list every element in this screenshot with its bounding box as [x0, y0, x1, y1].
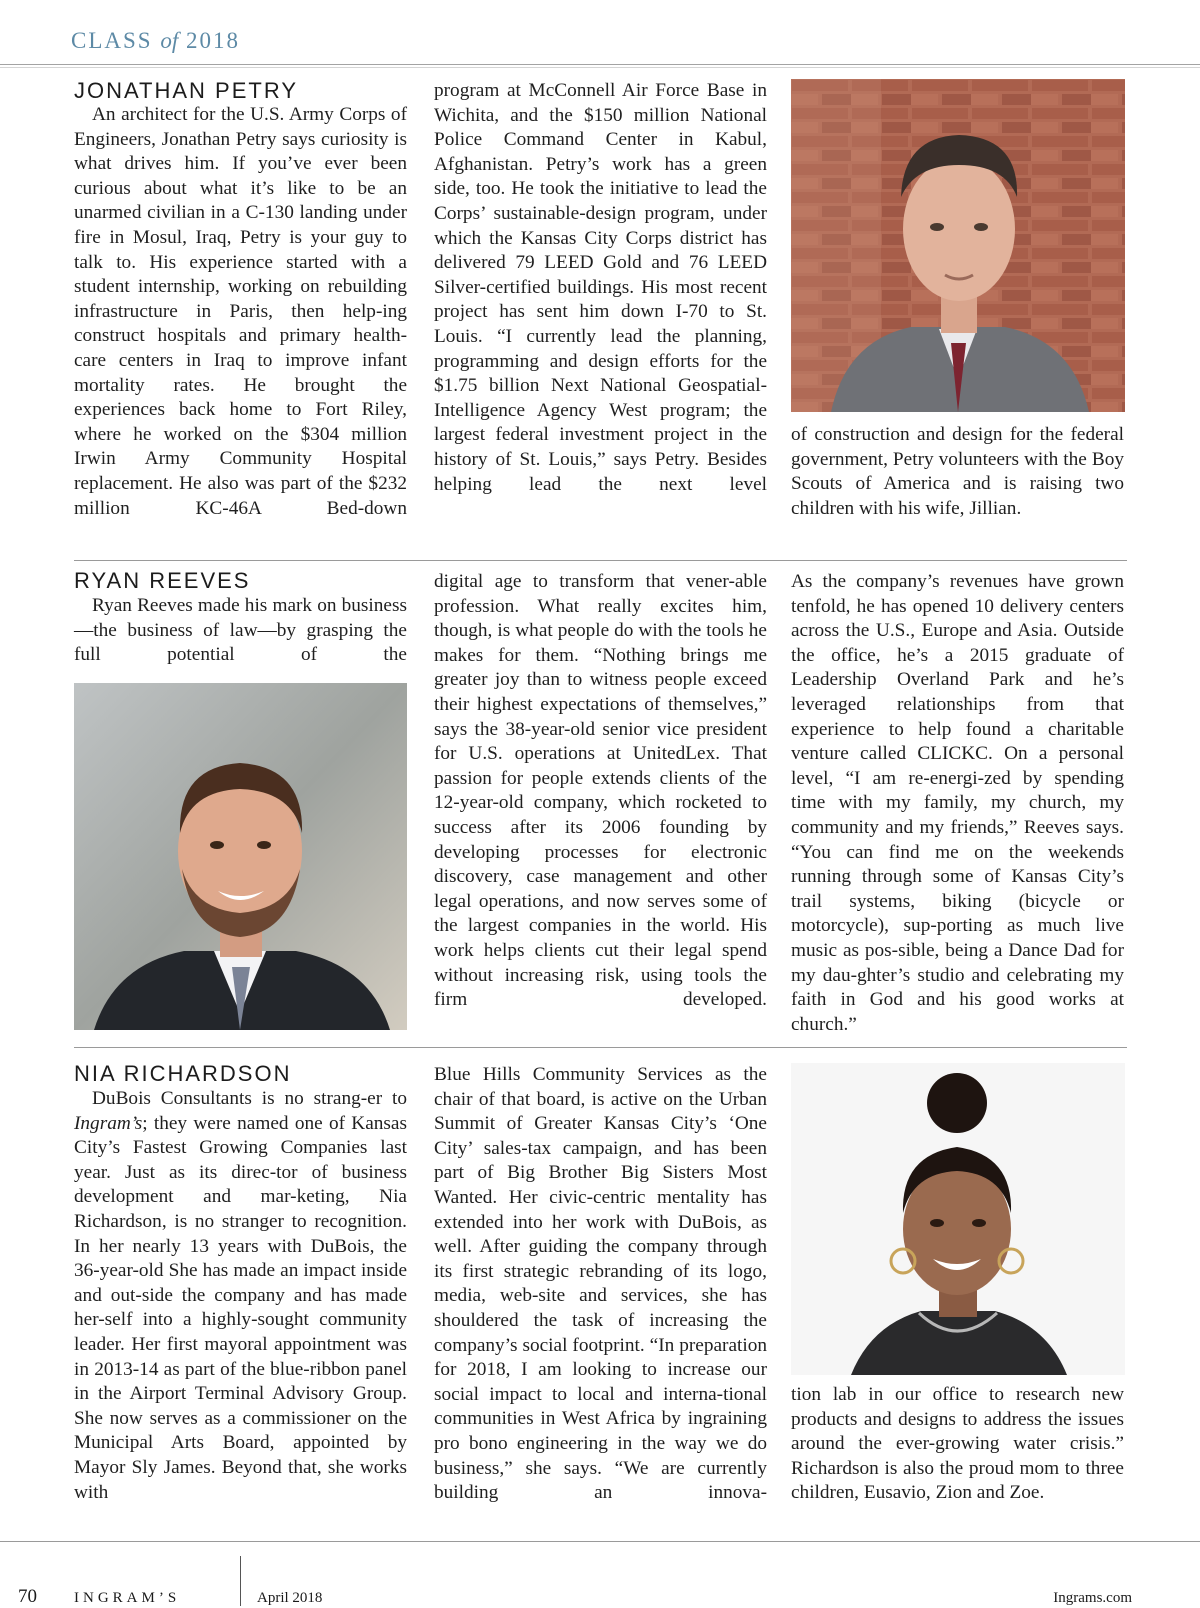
richardson-text-col2: Blue Hills Community Services as the chair of that board, is active on the Urban Summit of Greater Kansas City’s ‘One City’ sales-tax campaign, and has been part of Big Brother Big Sisters Most Wanted. Her civic-centric mentality has extended into her work with DuBois, as well. After guiding the company through its first strategic rebranding of its logo, media, web-site and services, she has shouldered the task of increasing the company’s social footprint. “In preparation for 2018, I am looking to increase our social impact to local and interna-tional communities in West Africa by ingraining pro bono engineering in the way we do business,” she says. “We are currently building an innova- — [434, 1064, 767, 1504]
richardson-photo — [791, 1063, 1125, 1375]
issue-date: April 2018 — [257, 1590, 323, 1606]
profile-name-petry: JONATHAN PETRY — [74, 78, 298, 103]
section-divider-1 — [74, 560, 1127, 561]
richardson-text-col1-b: ; they were named one of Kansas City’s Fastest Growing Companies last year. Just as its direc-tor of business development and mar-keting, Nia Richardson, is no stranger to recognition. In her nearly 13 years with DuBois, the 36-year-old She has made an impact inside and out-side the company and has made her-self into a highly-sought community leader. Her first mayoral appointment was in 2013-14 as part of the blue-ribbon panel in the Airport Terminal Advisory Group. She now serves as a commissioner on the Municipal Arts Board, appointed by Mayor Sly James. Beyond that, she works with — [74, 1112, 407, 1503]
website-url: Ingrams.com — [1053, 1590, 1132, 1606]
richardson-text-col1-a: DuBois Consultants is no strang-er to — [92, 1088, 407, 1109]
header-rule — [0, 64, 1200, 65]
reeves-text-col2: digital age to transform that vener-able profession. What really excites him, though, is what people do with the tools he makes for them. “Nothing brings me greater joy than to witness people exceed their highest expectations of themselves,” says the 38-year-old senior vice president for U.S. operations at UnitedLex. That passion for people extends clients of the 12-year-old company, which rocketed to success after its 2006 founding by developing processes for electronic discovery, case management and other legal operations, and now serves some of the largest companies in the world. His work helps clients cut their legal spend without increasing risk, using tools the firm developed. — [434, 571, 767, 1011]
footer-rule — [0, 1541, 1200, 1542]
reeves-text-col1: Ryan Reeves made his mark on business—the business of law—by grasping the full potential of the — [74, 595, 407, 666]
petry-text-col3: of construction and design for the federal government, Petry volunteers with the Boy Scouts of America and is raising two children with his wife, Jillian. — [791, 424, 1124, 519]
page-number: 70 — [18, 1586, 37, 1607]
petry-photo — [791, 79, 1125, 412]
petry-text-col2: program at McConnell Air Force Base in Wichita, and the $150 million National Police Command Center in Kabul, Afghanistan. Petry’s work has a green side, too. He took the initiative to lead the Corps’ sustainable-design program, under which the Kansas City Corps district has delivered 79 LEED Gold and 76 LEED Silver-certified buildings. His most recent project has sent him down I-70 to St. Louis. “I currently lead the planning, programming and design efforts for the $1.75 billion Next National Geospatial-Intelligence Agency West program; the largest federal investment project in the history of St. Louis,” says Petry. Besides helping lead the next level — [434, 80, 767, 495]
footer-separator — [240, 1556, 241, 1606]
profile-name-richardson: NIA RICHARDSON — [74, 1061, 292, 1086]
magazine-name: INGRAM’S — [74, 1590, 181, 1606]
section-title — [71, 28, 240, 54]
magazine-title-italic: Ingram’s — [74, 1112, 143, 1134]
profile-name-reeves: RYAN REEVES — [74, 568, 251, 593]
section-title-year: 2018 — [178, 28, 240, 53]
section-title-of: of — [160, 28, 179, 53]
reeves-photo — [74, 683, 407, 1030]
petry-text-col1: An architect for the U.S. Army Corps of Engineers, Jonathan Petry says curiosity is what drives him. If you’ve ever been curious about what it’s like to be an unarmed civilian in a C-130 landing under fire in Mosul, Iraq, Petry is your guy to talk to. His experience started with a student internship, working on rebuilding infrastructure in Paris, then help-ing construct hospitals and primary health-care centers in Iraq to improve infant mortality rates. He brought the experiences back home to Fort Riley, where he worked on the $304 million Irwin Army Community Hospital replacement. He also was part of the $232 million KC-46A Bed-down — [74, 104, 407, 519]
richardson-text-col1 — [74, 1087, 407, 1505]
reeves-text-col3: As the company’s revenues have grown tenfold, he has opened 10 delivery centers across the U.S., Europe and Asia. Outside the office, he’s a 2015 graduate of Leadership Overland Park and he’s leveraged relationships from that experience to help found a charitable venture called CLICKC. On a personal level, “I am re-energi-zed by spending time with my family, my church, my community and my friends,” Reeves says. “You can find me on the weekends running through some of Kansas City’s trail systems, biking (bicycle or motorcycle), sup-porting as much live music as pos-sible, being a Dance Dad for my dau-ghter’s studio and celebrating my faith in God and his good works at church.” — [791, 571, 1124, 1035]
section-divider-2 — [74, 1047, 1127, 1048]
header-rule-thin — [0, 67, 1200, 68]
section-title-class: CLASS — [71, 28, 161, 53]
richardson-text-col3: tion lab in our office to research new products and designs to address the issues around the ever-growing water crisis.” Richardson is also the proud mom to three children, Eusavio, Zion and Zoe. — [791, 1384, 1124, 1504]
